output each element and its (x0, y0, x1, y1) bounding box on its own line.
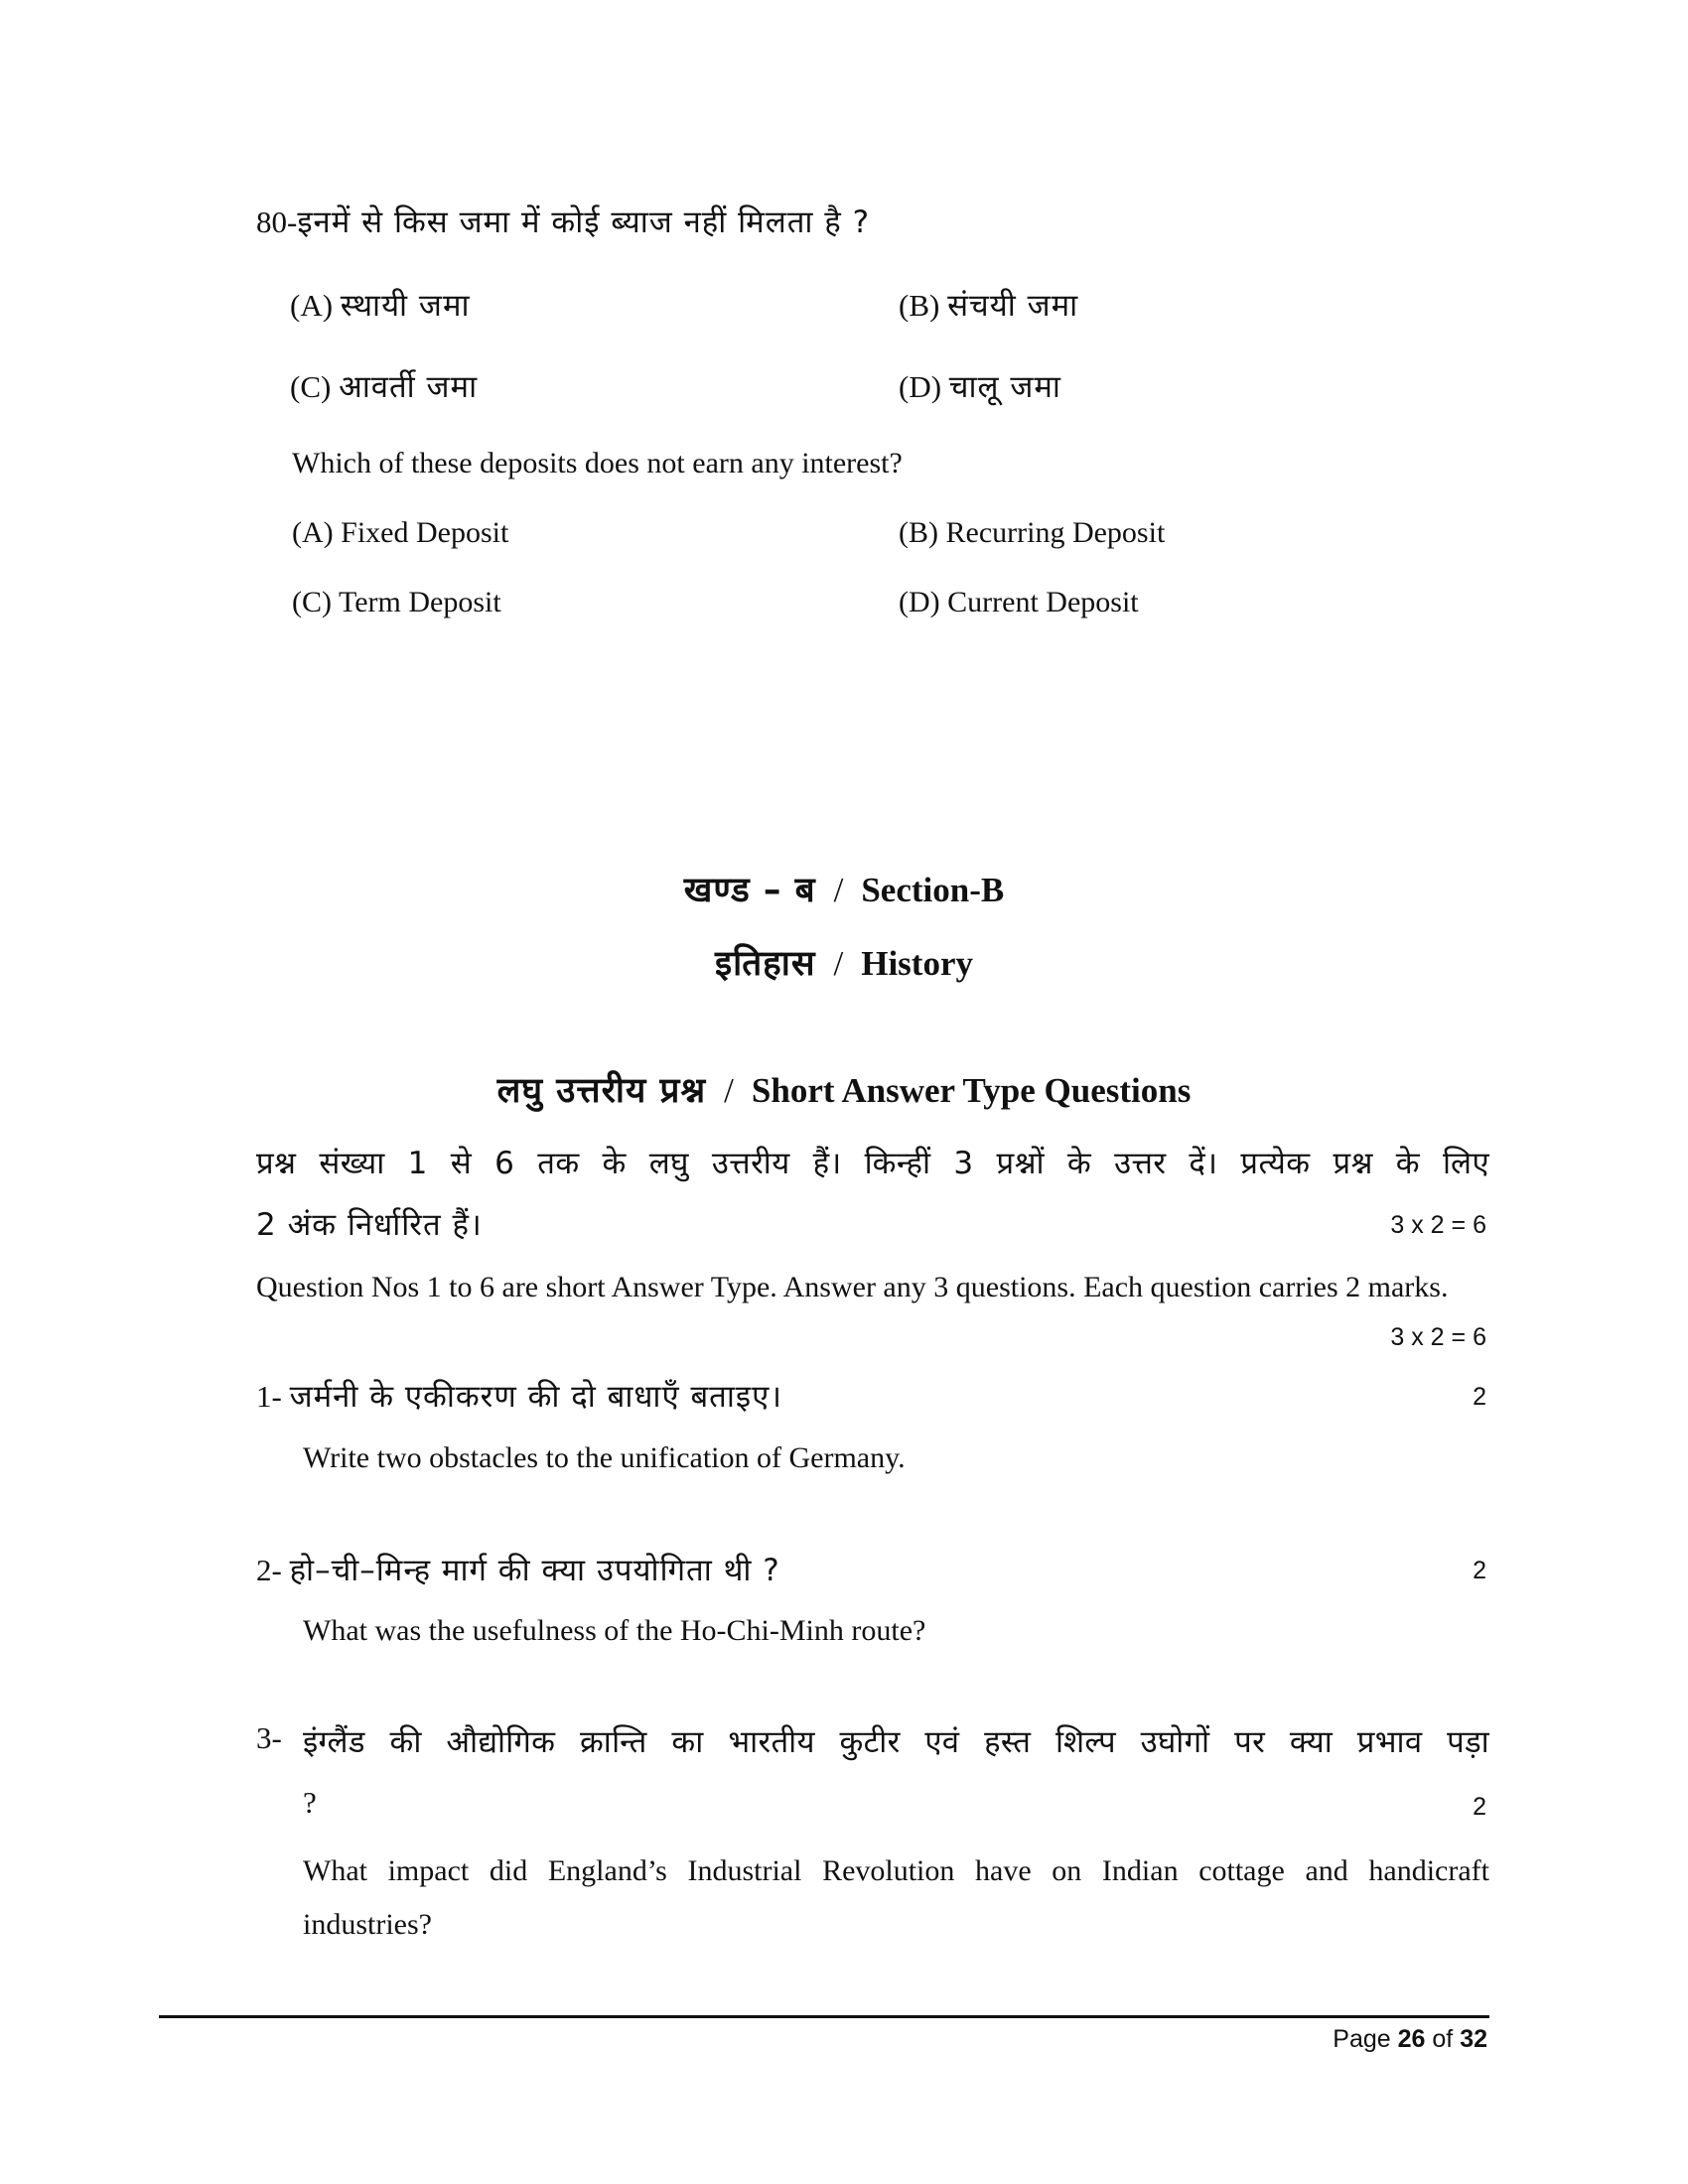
question-1: 1- जर्मनी के एकीकरण की दो बाधाएँ बताइए। (256, 1379, 782, 1415)
question-2: 2- हो–ची–मिन्ह मार्ग की क्या उपयोगिता थी ? (256, 1553, 780, 1588)
option-c-hindi: (C) आवर्ती जमा (290, 369, 479, 405)
option-b-english: (B) Recurring Deposit (899, 516, 1166, 549)
option-a-english: (A) Fixed Deposit (292, 516, 509, 549)
instructions-hindi-line2: 2 अंक निर्धारित हैं। (256, 1207, 483, 1243)
question-80 (256, 201, 870, 242)
instructions-english-marks: 3 x 2 = 6 (1390, 1323, 1486, 1351)
question-number: 80- (256, 205, 298, 239)
question-3-marks: 2 (1473, 1793, 1486, 1821)
option-a-hindi: (A) स्थायी जमा (290, 288, 471, 324)
section-heading: खण्ड – ब / Section-B (683, 871, 1005, 910)
instructions-hindi-marks: 3 x 2 = 6 (1390, 1211, 1486, 1239)
question-1-marks: 2 (1473, 1383, 1486, 1411)
instructions-english: Question Nos 1 to 6 are short Answer Type. Answer any 3 questions. Each question carries 2 marks. (256, 1271, 1449, 1303)
page-number: Page 26 of 32 (1333, 2025, 1487, 2053)
question-text-hindi: इनमें से किस जमा में कोई ब्याज नहीं मिलता है ? (297, 205, 871, 240)
question-text-english: Which of these deposits does not earn any interest? (292, 447, 903, 479)
question-2-marks: 2 (1473, 1557, 1486, 1584)
question-3-english-line2: industries? (303, 1908, 432, 1941)
question-3-english-line1: What impact did England’s Industrial Revolution have on Indian cottage and handicraft (303, 1854, 1489, 1887)
question-2-english: What was the usefulness of the Ho-Chi-Minh route? (303, 1614, 926, 1647)
question-3-hindi: इंग्लैंड की औद्योगिक क्रान्ति का भारतीय कुटीर एवं हस्त शिल्प उघोगों पर क्या प्रभाव पड़ा (303, 1724, 1489, 1760)
question-1-english: Write two obstacles to the unification of Germany. (303, 1441, 906, 1474)
option-c-english: (C) Term Deposit (292, 586, 501, 618)
option-d-english: (D) Current Deposit (899, 586, 1139, 618)
footer-rule (159, 2015, 1489, 2018)
option-b-hindi: (B) संचयी जमा (899, 288, 1079, 324)
question-type-heading: लघु उत्तरीय प्रश्न / Short Answer Type Questions (496, 1071, 1192, 1111)
instructions-hindi-line1: प्रश्न संख्या 1 से 6 तक के लघु उत्तरीय हैं। किन्हीं 3 प्रश्नों के उत्तर दें। प्रत्येक प्रश्न के लिए (256, 1146, 1489, 1181)
question-3-hindi-continued: ? (303, 1785, 317, 1820)
subject-heading: इतिहास / History (714, 944, 973, 984)
question-3: 3- (256, 1720, 282, 1755)
option-d-hindi: (D) चालू जमा (899, 369, 1061, 405)
